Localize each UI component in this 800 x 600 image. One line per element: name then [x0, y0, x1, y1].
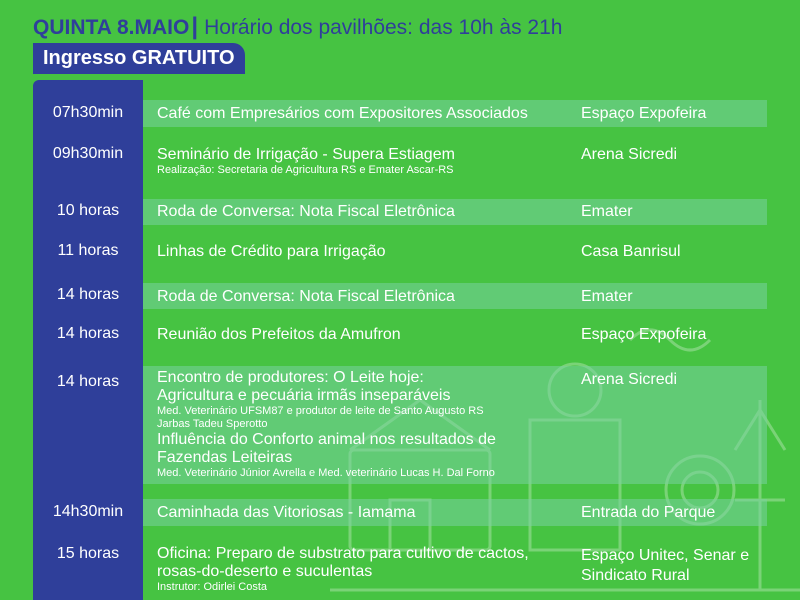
event-subtitle: Jarbas Tadeu Sperotto — [157, 418, 268, 430]
day-title: QUINTA 8.MAIO — [33, 16, 190, 39]
event-title: Caminhada das Vitoriosas - Iamama — [157, 504, 416, 521]
free-entry-badge: Ingresso GRATUITO — [33, 43, 245, 74]
event-time: 14 horas — [56, 373, 120, 390]
event-title: Oficina: Preparo de substrato para cultivo de cactos, — [157, 545, 529, 562]
event-subtitle: Realização: Secretaria de Agricultura RS e Emater Ascar-RS — [157, 164, 454, 176]
event-time: 15 horas — [56, 545, 120, 562]
event-place: Emater — [581, 288, 633, 305]
event-time: 09h30min — [52, 145, 124, 162]
event-block — [157, 369, 577, 480]
schedule-row — [0, 499, 800, 526]
event-time: 07h30min — [52, 104, 124, 121]
event-subtitle: Med. Veterinário UFSM87 e produtor de leite de Santo Augusto RS — [157, 405, 484, 417]
event-place-line: Sindicato Rural — [581, 567, 690, 584]
event-place: Casa Banrisul — [581, 243, 681, 260]
event-title: Roda de Conversa: Nota Fiscal Eletrônica — [157, 288, 455, 305]
event-place: Emater — [581, 203, 633, 220]
schedule-row — [0, 199, 800, 225]
event-time: 14 horas — [56, 325, 120, 342]
event-place-line: Espaço Unitec, Senar e — [581, 547, 750, 564]
event-title: Roda de Conversa: Nota Fiscal Eletrônica — [157, 203, 455, 220]
event-title: Café com Empresários com Expositores Associados — [157, 105, 528, 122]
event-title: Encontro de produtores: O Leite hoje: — [157, 369, 424, 386]
schedule-row — [0, 323, 800, 349]
event-subtitle: Instrutor: Odirlei Costa — [157, 581, 268, 593]
event-title: Linhas de Crédito para Irrigação — [157, 243, 386, 260]
event-time: 11 horas — [57, 242, 119, 259]
event-block — [157, 545, 577, 594]
schedule-row — [0, 240, 800, 266]
event-title: Agricultura e pecuária irmãs inseparáveis — [157, 387, 451, 404]
schedule-row — [0, 366, 800, 484]
header-separator: | — [191, 13, 199, 40]
schedule-row — [0, 283, 800, 309]
event-place — [581, 546, 791, 586]
event-time: 10 horas — [56, 202, 120, 219]
event-place: Arena Sicredi — [581, 146, 678, 163]
event-place: Arena Sicredi — [581, 371, 678, 388]
event-time: 14h30min — [52, 503, 124, 520]
pavilion-hours: Horário dos pavilhões: das 10h às 21h — [204, 16, 563, 39]
event-subtitle: Med. Veterinário Júnior Avrella e Med. veterinário Lucas H. Dal Forno — [157, 467, 495, 479]
event-title: rosas-do-deserto e suculentas — [157, 563, 373, 580]
event-title: Reunião dos Prefeitos da Amufron — [157, 326, 401, 343]
event-place: Entrada do Parque — [581, 504, 716, 521]
schedule-row — [0, 100, 800, 127]
event-block — [157, 146, 577, 177]
event-place: Espaço Expofeira — [581, 105, 707, 122]
page-header — [33, 13, 562, 41]
event-title: Fazendas Leiteiras — [157, 449, 293, 466]
schedule-row — [0, 145, 800, 185]
event-time: 14 horas — [56, 286, 120, 303]
event-title: Seminário de Irrigação - Supera Estiagem — [157, 146, 455, 163]
schedule-row — [0, 543, 800, 600]
event-title: Influência do Conforto animal nos resultados de — [157, 431, 496, 448]
event-place: Espaço Expofeira — [581, 326, 707, 343]
